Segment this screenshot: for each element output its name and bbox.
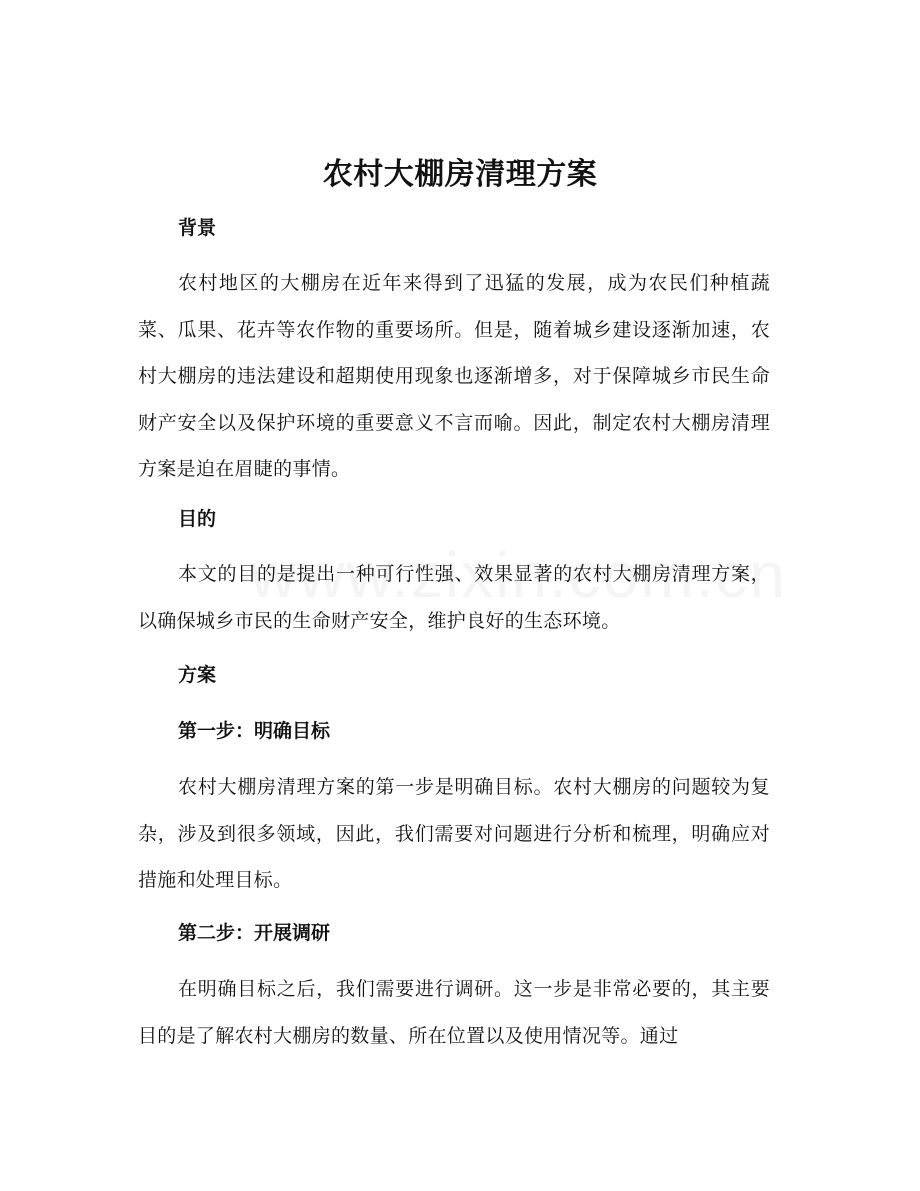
section-heading-step1: 第一步：明确目标 — [178, 720, 331, 742]
paragraph-purpose: 本文的目的是提出一种可行性强、效果显著的农村大棚房清理方案，以确保城乡市民的生命财产安全，维护良好的生态环境。 — [138, 563, 770, 632]
section-heading-purpose: 目的 — [178, 508, 217, 530]
paragraph-background: 农村地区的大棚房在近年来得到了迅猛的发展，成为农民们种植蔬菜、瓜果、花卉等农作物的重要场所。但是，随着城乡建设逐渐加速，农村大棚房的违法建设和超期使用现象也逐渐增多，对于保障城乡市民生命财产安全以及保护环境的重要意义不言而喻。因此，制定农村大棚房清理方案是迫在眉睫的事情。 — [138, 272, 770, 480]
section-heading-step2: 第二步：开展调研 — [178, 922, 331, 944]
paragraph-step2: 在明确目标之后，我们需要进行调研。这一步是非常必要的，其主要目的是了解农村大棚房的数量、所在位置以及使用情况等。通过 — [138, 978, 770, 1047]
section-heading-background: 背景 — [178, 217, 217, 239]
paragraph-step1: 农村大棚房清理方案的第一步是明确目标。农村大棚房的问题较为复杂，涉及到很多领域，因此，我们需要对问题进行分析和梳理，明确应对措施和处理目标。 — [138, 776, 770, 891]
section-heading-plan: 方案 — [178, 664, 217, 686]
page-title: 农村大棚房清理方案 — [322, 157, 598, 192]
